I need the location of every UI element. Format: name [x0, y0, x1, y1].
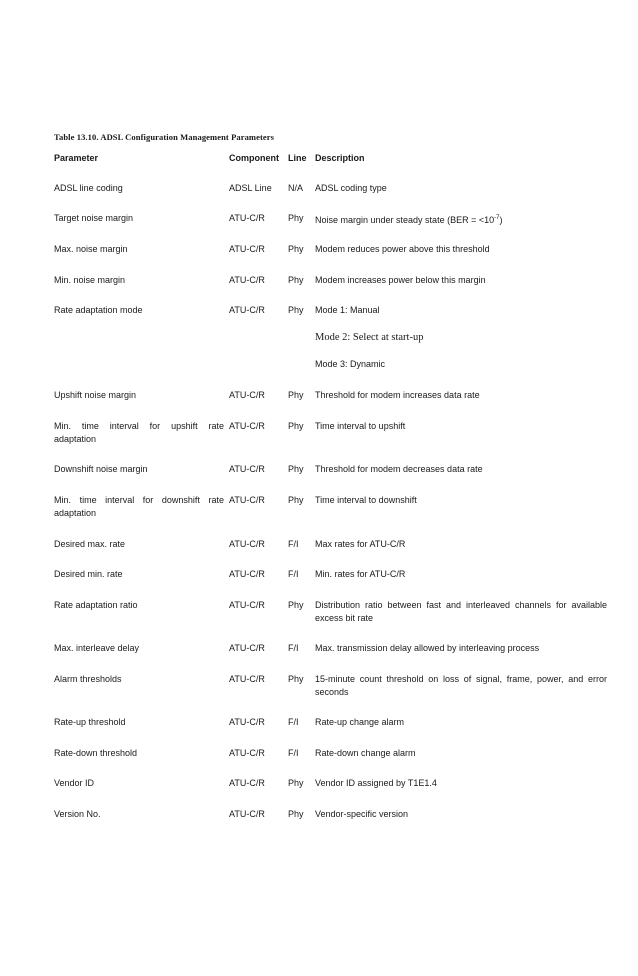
- header-component: Component: [229, 153, 279, 163]
- cell-description: Max. transmission delay allowed by interleaving process: [315, 643, 540, 653]
- cell-parameter: Desired min. rate: [54, 569, 123, 579]
- cell-line: Phy: [288, 495, 304, 505]
- cell-description: Time interval to downshift: [315, 495, 417, 505]
- cell-description: Threshold for modem decreases data rate: [315, 464, 483, 474]
- cell-component: ATU-C/R: [229, 421, 265, 431]
- cell-description: Modem reduces power above this threshold: [315, 244, 490, 254]
- cell-parameter: Upshift noise margin: [54, 390, 137, 400]
- cell-parameter: Version No.: [54, 809, 101, 819]
- cell-line: Phy: [288, 244, 304, 254]
- cell-parameter: Max. interleave delay: [54, 643, 140, 653]
- cell-component: ATU-C/R: [229, 809, 265, 819]
- cell-description: Vendor-specific version: [315, 809, 409, 819]
- cell-component: ATU-C/R: [229, 539, 265, 549]
- cell-line: Phy: [288, 213, 304, 223]
- cell-component: ATU-C/R: [229, 213, 265, 223]
- cell-description: Min. rates for ATU-C/R: [315, 569, 406, 579]
- cell-description: Vendor ID assigned by T1E1.4: [315, 778, 437, 788]
- cell-component: ATU-C/R: [229, 390, 265, 400]
- cell-parameter: Min. time interval for downshift rate adaptation: [54, 495, 224, 518]
- cell-component: ATU-C/R: [229, 674, 265, 684]
- table-caption: Table 13.10. ADSL Configuration Management Parameters: [54, 132, 275, 142]
- description-end: ): [499, 215, 503, 225]
- cell-line: F/I: [288, 717, 299, 727]
- cell-component: ADSL Line: [229, 183, 272, 193]
- cell-parameter: Rate-down threshold: [54, 748, 138, 758]
- cell-component: ATU-C/R: [229, 244, 265, 254]
- cell-line: F/I: [288, 539, 299, 549]
- cell-description: ADSL coding type: [315, 183, 387, 193]
- cell-description: [315, 212, 607, 227]
- cell-component: ATU-C/R: [229, 748, 265, 758]
- cell-parameter: Target noise margin: [54, 213, 134, 223]
- cell-component: ATU-C/R: [229, 275, 265, 285]
- cell-component: ATU-C/R: [229, 464, 265, 474]
- cell-description: Distribution ratio between fast and interleaved channels for available excess bit rate: [315, 600, 607, 623]
- cell-parameter: Desired max. rate: [54, 539, 126, 549]
- cell-line: Phy: [288, 464, 304, 474]
- cell-description: Rate-up change alarm: [315, 717, 405, 727]
- cell-line: N/A: [288, 183, 304, 193]
- cell-line: Phy: [288, 275, 304, 285]
- cell-line: Phy: [288, 600, 304, 610]
- cell-parameter: Rate adaptation mode: [54, 305, 143, 315]
- superscript-exponent: -7: [494, 215, 500, 221]
- cell-description: Rate-down change alarm: [315, 748, 416, 758]
- header-description: Description: [315, 153, 365, 163]
- cell-component: ATU-C/R: [229, 643, 265, 653]
- cell-parameter: Max. noise margin: [54, 244, 128, 254]
- cell-description: Max rates for ATU-C/R: [315, 539, 406, 549]
- cell-line: F/I: [288, 748, 299, 758]
- cell-parameter: ADSL line coding: [54, 183, 123, 193]
- cell-component: ATU-C/R: [229, 717, 265, 727]
- cell-description: Threshold for modem increases data rate: [315, 390, 480, 400]
- cell-component: ATU-C/R: [229, 600, 265, 610]
- cell-parameter: Min. noise margin: [54, 275, 126, 285]
- description-text: Noise margin under steady state (BER = <10: [315, 215, 495, 225]
- cell-line: Phy: [288, 390, 304, 400]
- header-line: Line: [288, 153, 307, 163]
- cell-component: ATU-C/R: [229, 778, 265, 788]
- cell-line: F/I: [288, 643, 299, 653]
- cell-parameter: Vendor ID: [54, 778, 95, 788]
- cell-line: Phy: [288, 421, 304, 431]
- cell-description: Time interval to upshift: [315, 421, 406, 431]
- cell-line: Phy: [288, 305, 304, 315]
- cell-line: F/I: [288, 569, 299, 579]
- cell-component: ATU-C/R: [229, 569, 265, 579]
- cell-description: Modem increases power below this margin: [315, 275, 486, 285]
- cell-line: Phy: [288, 778, 304, 788]
- cell-component: ATU-C/R: [229, 305, 265, 315]
- cell-description: Mode 1: Manual: [315, 305, 380, 315]
- cell-line: Phy: [288, 674, 304, 684]
- cell-parameter: Downshift noise margin: [54, 464, 148, 474]
- cell-component: ATU-C/R: [229, 495, 265, 505]
- cell-parameter: Min. time interval for upshift rate adaptation: [54, 421, 224, 444]
- header-parameter: Parameter: [54, 153, 99, 163]
- cell-description: 15-minute count threshold on loss of signal, frame, power, and error seconds: [315, 674, 607, 697]
- cell-line: Phy: [288, 809, 304, 819]
- cell-parameter: Rate-up threshold: [54, 717, 126, 727]
- cell-parameter: Alarm thresholds: [54, 674, 122, 684]
- cell-parameter: Rate adaptation ratio: [54, 600, 138, 610]
- cell-description-mode3: Mode 3: Dynamic: [315, 359, 386, 369]
- cell-description-mode2: Mode 2: Select at start-up: [315, 332, 424, 343]
